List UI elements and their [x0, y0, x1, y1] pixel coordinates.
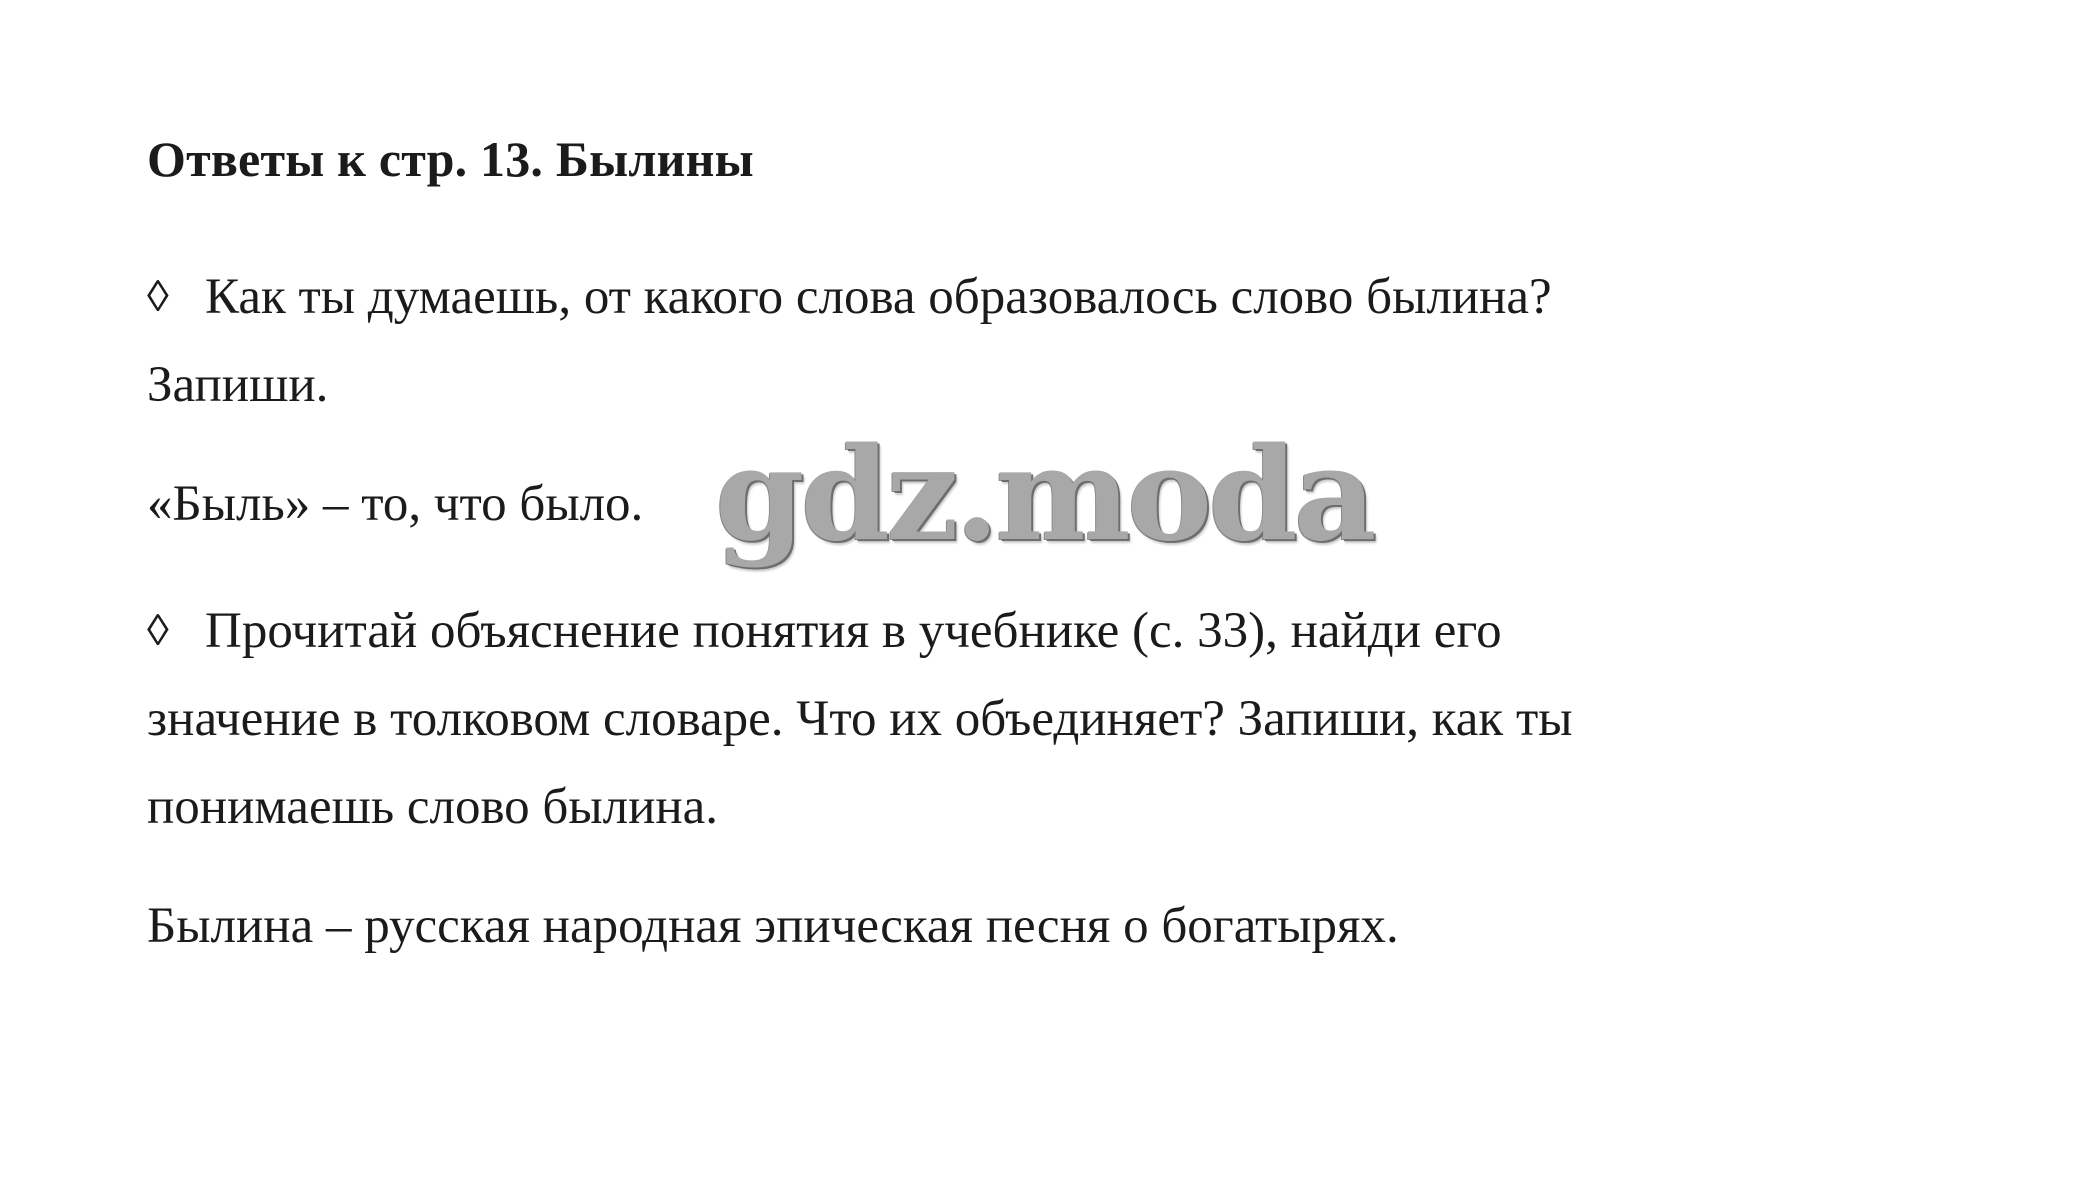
question-1-line-2: Запиши.: [147, 357, 329, 413]
watermark-logo: gdz.moda: [715, 420, 1373, 570]
question-2-line-1: [147, 602, 1502, 660]
answer-1: «Быль» – то, что было.: [147, 476, 644, 532]
answer-2: Былина – русская народная эпическая песня о богатырях.: [147, 898, 1399, 954]
question-1-text: Как ты думаешь, от какого слова образовалось слово былина?: [205, 269, 1552, 325]
question-2-line-3: понимаешь слово былина.: [147, 779, 719, 835]
question-1-line-1: [147, 268, 1552, 326]
question-2-text: Прочитай объяснение понятия в учебнике (с. 33), найди его: [205, 603, 1502, 659]
question-2-line-2: значение в толковом словаре. Что их объединяет? Запиши, как ты: [147, 691, 1573, 747]
page-title: Ответы к стр. 13. Былины: [147, 131, 754, 187]
diamond-bullet-icon: ◊: [147, 606, 169, 655]
diamond-bullet-icon: ◊: [147, 272, 169, 321]
